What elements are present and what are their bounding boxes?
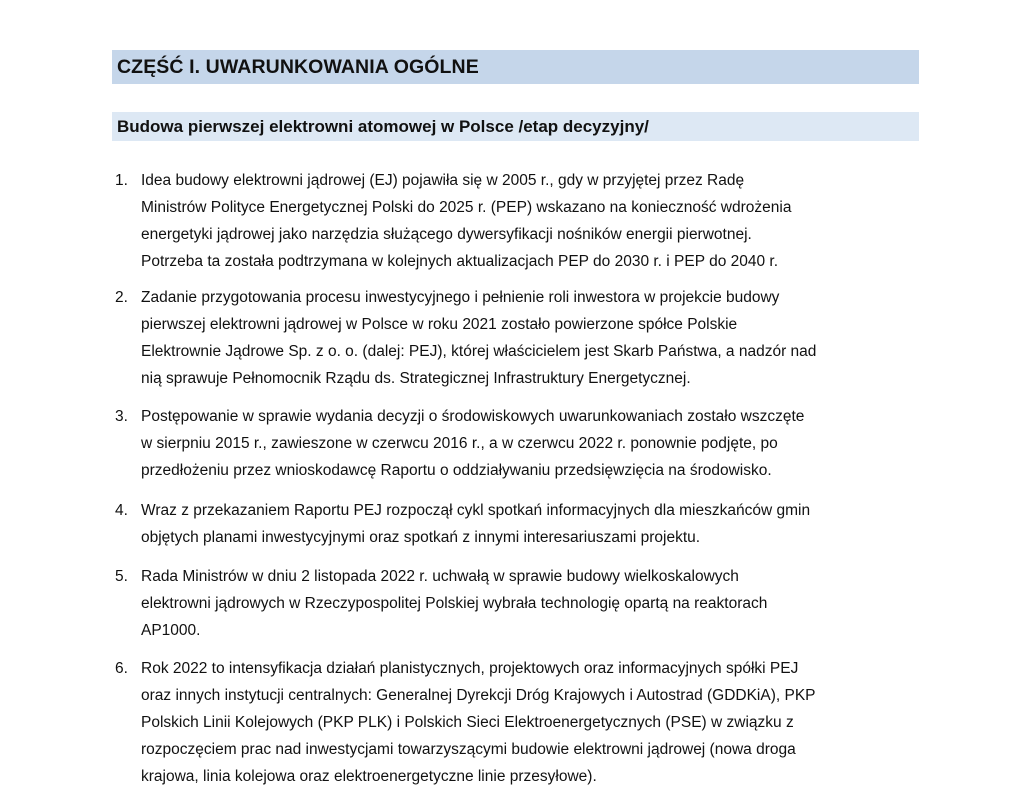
part-title: CZĘŚĆ I. UWARUNKOWANIA OGÓLNE: [117, 55, 479, 78]
list-item: [112, 563, 912, 644]
list-item-text: Rok 2022 to intensyfikacja działań planistycznych, projektowych oraz informacyjnych spółki PEJ oraz innych instytucji centralnych: Generalnej Dyrekcji Dróg Krajowych i Autostrad (GDDKiA), PKP Polskich Linii Kolejowych (PKP PLK) i Polskich Sieci Elektroenergetycznych (PSE) w związku z rozpoczęciem prac nad inwestycjami towarzyszącymi budowie elektrowni jądrowej (nowa droga krajowa, linia kolejowa oraz elektroenergetyczne linie przesyłowe).: [141, 660, 816, 785]
list-item: [112, 167, 912, 275]
list-item-number: 2.: [115, 289, 128, 306]
list-item: [112, 655, 912, 790]
list-item-text: Rada Ministrów w dniu 2 listopada 2022 r. uchwałą w sprawie budowy wielkoskalowych elektrowni jądrowych w Rzeczypospolitej Polskiej wybrała technologię opartą na reaktorach AP1000.: [141, 568, 768, 639]
list-item: [112, 284, 912, 392]
part-header: [112, 50, 919, 84]
list-item: [112, 497, 912, 551]
list-item-text: Idea budowy elektrowni jądrowej (EJ) pojawiła się w 2005 r., gdy w przyjętej przez Radę Ministrów Polityce Energetycznej Polski do 2025 r. (PEP) wskazano na konieczność wdrożenia energetyki jądrowej jako narzędzia służącego dywersyfikacji nośników energii pierwotnej. Potrzeba ta została podtrzymana w kolejnych aktualizacjach PEP do 2030 r. i PEP do 2040 r.: [141, 172, 792, 270]
list-item-text: Zadanie przygotowania procesu inwestycyjnego i pełnienie roli inwestora w projekcie budowy pierwszej elektrowni jądrowej w Polsce w roku 2021 zostało powierzone spółce Polskie Elektrownie Jądrowe Sp. z o. o. (dalej: PEJ), której właścicielem jest Skarb Państwa, a nadzór nad nią sprawuje Pełnomocnik Rządu ds. Strategicznej Infrastruktury Energetycznej.: [141, 289, 817, 387]
section-title: Budowa pierwszej elektrowni atomowej w Polsce /etap decyzyjny/: [117, 116, 649, 136]
list-item-number: 6.: [115, 660, 128, 677]
list-item-number: 5.: [115, 568, 128, 585]
list-item-number: 4.: [115, 502, 128, 519]
list-item: [112, 403, 912, 484]
list-item-text: Wraz z przekazaniem Raportu PEJ rozpoczął cykl spotkań informacyjnych dla mieszkańców gmin objętych planami inwestycyjnymi oraz spotkań z innymi interesariuszami projektu.: [141, 502, 811, 546]
list-item-number: 1.: [115, 172, 128, 189]
list-item-text: Postępowanie w sprawie wydania decyzji o środowiskowych uwarunkowaniach zostało wszczęte w sierpniu 2015 r., zawieszone w czerwcu 2016 r., a w czerwcu 2022 r. ponownie podjęte, po przedłożeniu przez wnioskodawcę Raportu o oddziaływaniu przedsięwzięcia na środowisko.: [141, 408, 805, 479]
list-item-number: 3.: [115, 408, 128, 425]
section-header: [112, 112, 919, 141]
